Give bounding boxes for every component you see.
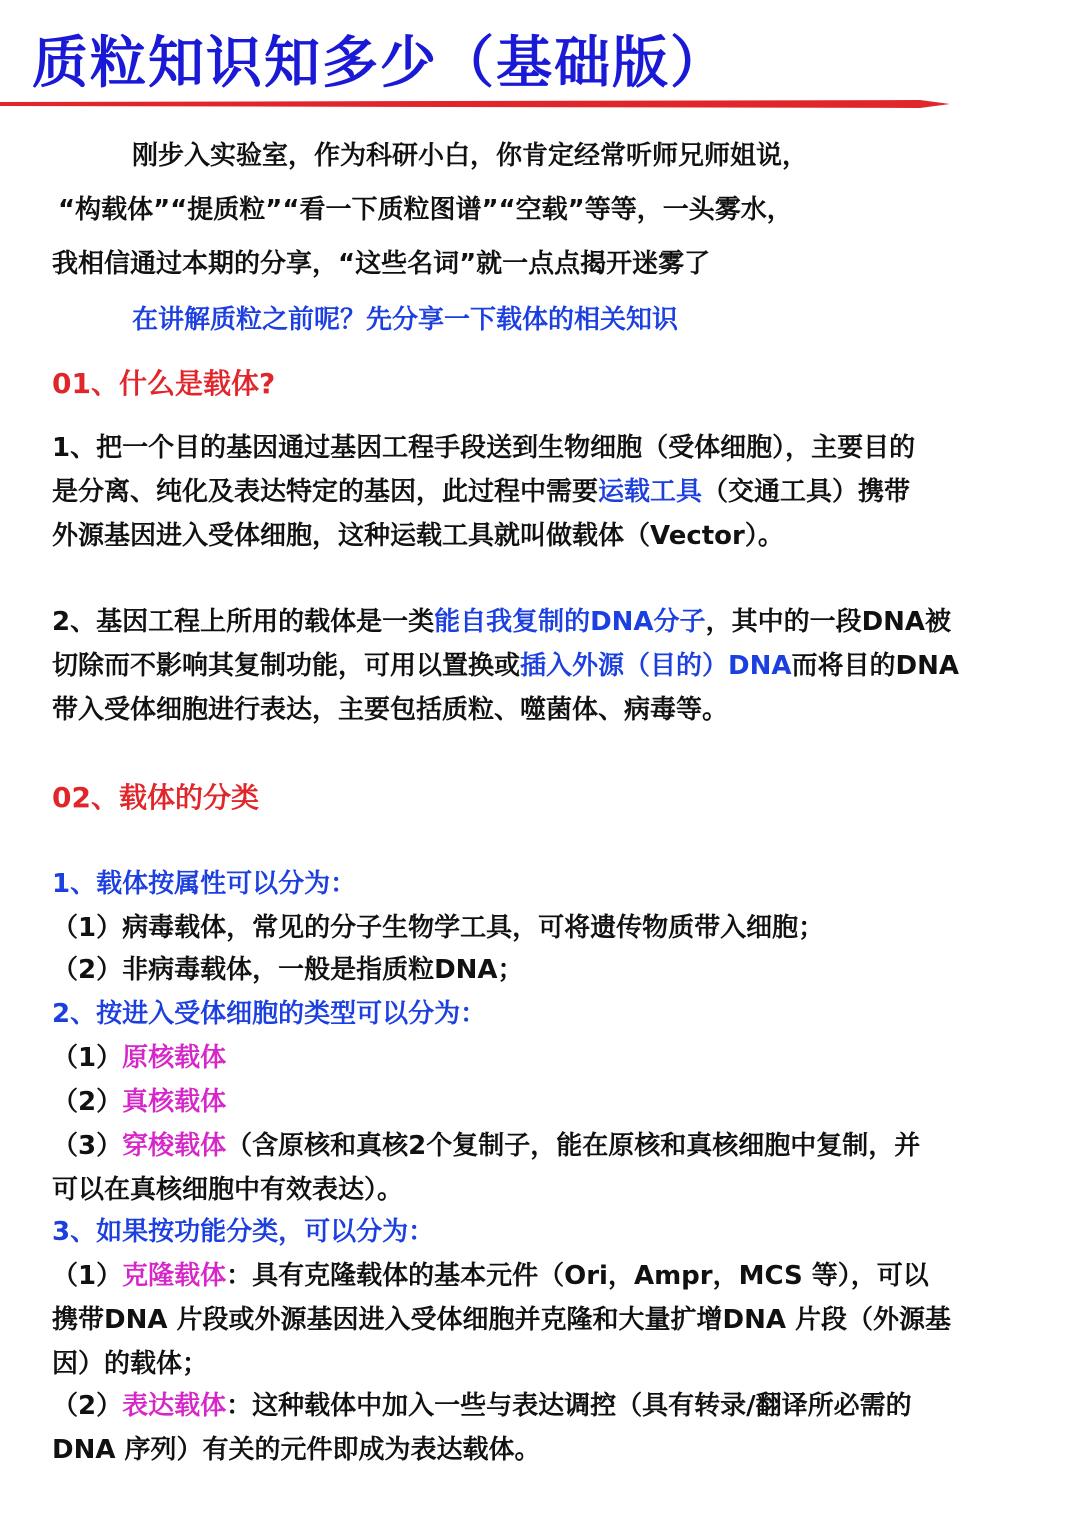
highlight-self-replicating-dna: 能自我复制的DNA分子 bbox=[434, 607, 706, 637]
s1-p1-text: （交通工具）携带 bbox=[702, 477, 911, 507]
section-1-heading: 01、什么是载体? bbox=[52, 367, 276, 400]
s2-c2-heading: 2、按进入受体细胞的类型可以分为： bbox=[52, 999, 487, 1029]
arrow-shape bbox=[0, 100, 950, 108]
section-2-heading: 02、载体的分类 bbox=[52, 781, 259, 814]
s2-c1-item-1: （1）病毒载体，常见的分子生物学工具，可将遗传物质带入细胞； bbox=[52, 913, 825, 943]
s1-p2-line-1 bbox=[52, 604, 951, 640]
highlight-insert-foreign-dna: 插入外源（目的）DNA bbox=[520, 651, 792, 681]
item-index: （1） bbox=[52, 1043, 123, 1073]
s1-p2-line-3: 带入受体细胞进行表达，主要包括质粒、噬菌体、病毒等。 bbox=[52, 695, 729, 725]
s1-p1-text: 是分离、纯化及表达特定的基因，此过程中需要 bbox=[52, 477, 599, 507]
s1-p2-text: ，其中的一段DNA被 bbox=[705, 607, 952, 637]
s1-p1-line-1: 1、把一个目的基因通过基因工程手段送到生物细胞（受体细胞），主要目的 bbox=[52, 433, 916, 463]
intro-line-3: 我相信通过本期的分享，“这些名词”就一点点揭开迷雾了 bbox=[52, 249, 711, 279]
s2-c3-heading: 3、如果按功能分类，可以分为： bbox=[52, 1217, 435, 1247]
intro-line-1: 刚步入实验室，作为科研小白，你肯定经常听师兄师姐说， bbox=[132, 141, 809, 171]
s1-p2-line-2 bbox=[52, 648, 959, 684]
s1-p1-line-2 bbox=[52, 474, 910, 510]
highlight-shuttle-vector: 穿梭载体 bbox=[122, 1131, 227, 1161]
s2-c3-item-2 bbox=[52, 1388, 912, 1424]
s2-c2-item-3-cont: 可以在真核细胞中有效表达）。 bbox=[52, 1175, 404, 1205]
s1-p2-text: 切除而不影响其复制功能，可用以置换或 bbox=[52, 651, 521, 681]
s2-c2-item-2 bbox=[52, 1084, 226, 1120]
item-index: （2） bbox=[52, 1087, 123, 1117]
page-title: 质粒知识知多少（基础版） bbox=[32, 31, 728, 96]
item-text: （含原核和真核2个复制子，能在原核和真核细胞中复制，并 bbox=[226, 1131, 921, 1161]
item-index: （2） bbox=[52, 1391, 123, 1421]
highlight-eukaryotic-vector: 真核载体 bbox=[122, 1087, 227, 1117]
item-index: （1） bbox=[52, 1261, 123, 1291]
item-text: ：具有克隆载体的基本元件（Ori，Ampr，MCS 等），可以 bbox=[226, 1261, 929, 1291]
highlight-prokaryotic-vector: 原核载体 bbox=[122, 1043, 227, 1073]
s2-c1-item-2: （2）非病毒载体，一般是指质粒DNA； bbox=[52, 955, 524, 985]
s2-c2-item-3 bbox=[52, 1128, 920, 1164]
highlight-expression-vector: 表达载体 bbox=[122, 1391, 227, 1421]
s2-c3-item-1 bbox=[52, 1258, 929, 1294]
highlight-transport-tool: 运载工具 bbox=[598, 477, 703, 507]
item-text: ：这种载体中加入一些与表达调控（具有转录/翻译所必需的 bbox=[226, 1391, 912, 1421]
intro-line-4: 在讲解质粒之前呢？先分享一下载体的相关知识 bbox=[132, 305, 679, 335]
s1-p1-line-3: 外源基因进入受体细胞，这种运载工具就叫做载体（Vector）。 bbox=[52, 521, 784, 551]
intro-line-2: “构载体”“提质粒”“看一下质粒图谱”“空载”等等，一头雾水， bbox=[58, 195, 793, 225]
s2-c2-item-1 bbox=[52, 1040, 226, 1076]
title-underline-arrow bbox=[0, 92, 960, 116]
highlight-cloning-vector: 克隆载体 bbox=[122, 1261, 227, 1291]
s2-c3-item-1-cont: 携带DNA 片段或外源基因进入受体细胞并克隆和大量扩增DNA 片段（外源基 bbox=[52, 1305, 952, 1335]
s2-c3-item-2-cont: DNA 序列）有关的元件即成为表达载体。 bbox=[52, 1435, 541, 1465]
s2-c1-heading: 1、载体按属性可以分为： bbox=[52, 869, 357, 899]
s1-p2-text: 2、基因工程上所用的载体是一类 bbox=[52, 607, 435, 637]
item-index: （3） bbox=[52, 1131, 123, 1161]
s2-c3-item-1-cont2: 因）的载体； bbox=[52, 1349, 209, 1379]
s1-p2-text: 而将目的DNA bbox=[791, 651, 959, 681]
